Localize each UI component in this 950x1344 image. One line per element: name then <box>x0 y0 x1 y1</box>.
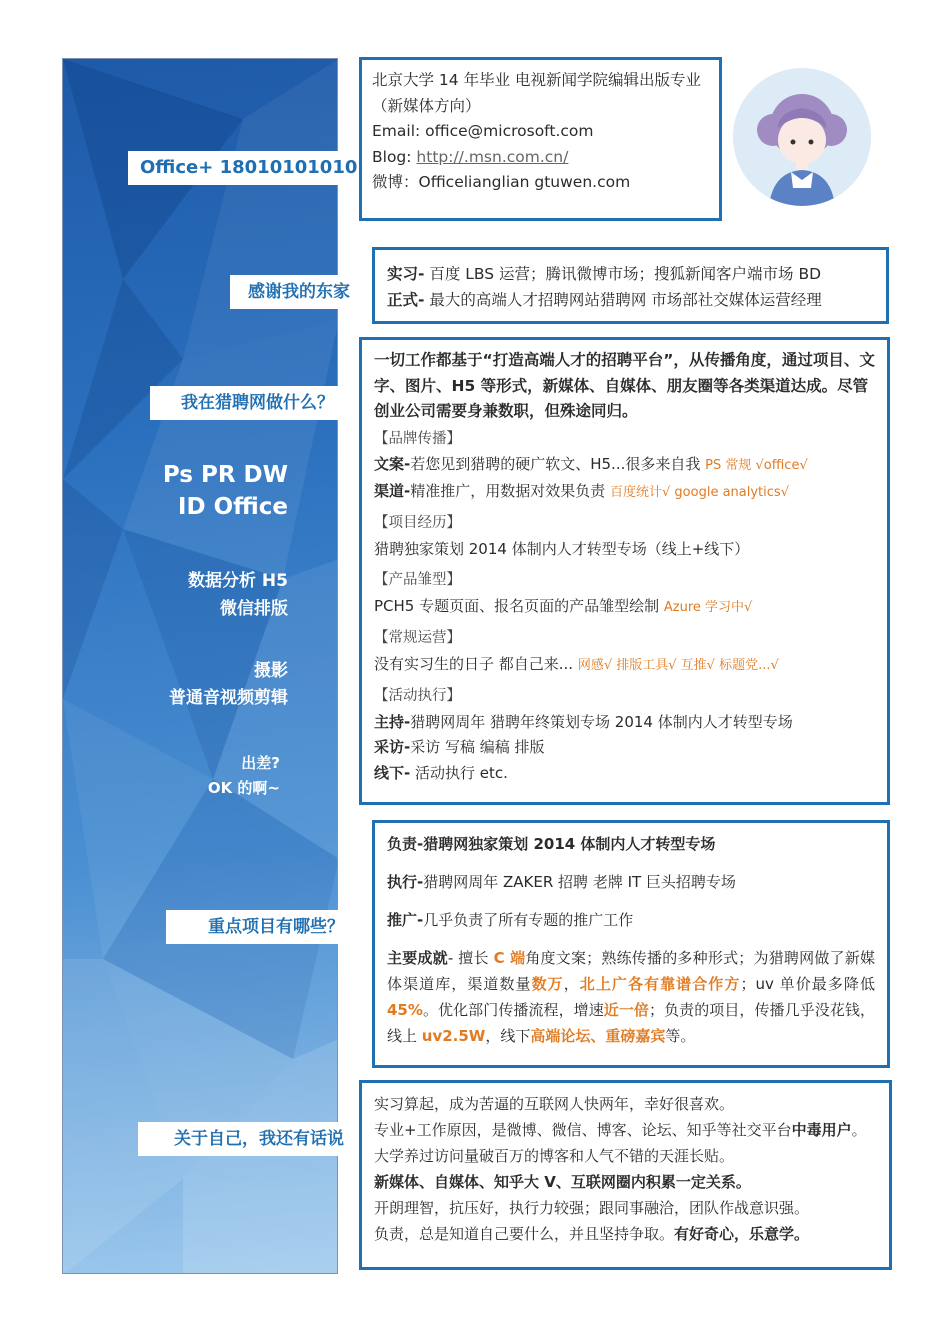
about-p5-text: 负责，总是知道自己要什么，并且坚持争取。 <box>374 1225 675 1243</box>
work-box <box>359 337 890 805</box>
about-p5 <box>374 1221 877 1247</box>
copy-line <box>374 452 875 479</box>
skills-video: 普通音视频剪辑 <box>169 688 288 708</box>
intern-line <box>387 262 874 288</box>
fulltime-line <box>387 288 874 314</box>
host-text: 猎聘网周年 猎聘年终策划专场 2014 体制内人才转型专场 <box>410 712 793 731</box>
work-intro: 一切工作都基于“打造高端人才的招聘平台”，从传播角度，通过项目、文字、图片、H5 等形式，新媒体、自媒体、朋友圈等各类渠道达成。尽管创业公司需要身兼数职，但殊途同归。 <box>374 351 875 420</box>
phone-tag: Office+ 18010101010 <box>128 151 356 185</box>
brand-section-title: 【品牌传播】 <box>374 430 461 447</box>
about-tag: 关于自己，我还有话说 <box>138 1122 356 1156</box>
ach-highlight-5: 近一倍 <box>603 1001 650 1019</box>
fulltime-text: 最大的高端人才招聘网站猎聘网 市场部社交媒体运营经理 <box>424 290 822 309</box>
skills-travel: 出差? <box>241 754 280 772</box>
channel-tools: 百度统计√ google analytics√ <box>610 484 789 500</box>
about-p5-highlight: 有好奇心，乐意学。 <box>674 1225 810 1243</box>
about-p2-text: 专业+工作原因，是微博、微信、博客、论坛、知乎等社交平台 <box>374 1121 792 1139</box>
copy-label: 文案- <box>374 455 411 473</box>
employers-box <box>372 247 889 324</box>
host-label: 主持- <box>374 712 411 731</box>
about-p3: 新媒体、自媒体、知乎大 V、互联网圈内积累一定关系。 <box>374 1173 751 1191</box>
product-section-title: 【产品雏型】 <box>374 572 461 588</box>
ach-text-1: - 擅长 <box>447 949 494 967</box>
ach-text-2: 角度文案；熟练传播的多种形式；为猎聘网做了新媒体渠道库，渠道数量 <box>387 949 875 993</box>
about-p2-highlight: 中毒用户 <box>791 1121 852 1139</box>
ach-text-5: 。优化部门传播流程，增速 <box>422 1001 604 1019</box>
ops-tools: 网感√ 排版工具√ 互推√ 标题党...√ <box>577 657 779 673</box>
about-p2 <box>374 1117 877 1169</box>
skills-data: 数据分析 H5 <box>188 571 288 591</box>
channel-text: 精准推广，用数据对效果负责 <box>410 481 611 500</box>
ach-highlight-3: 北上广各有靠谱合作方 <box>579 975 741 993</box>
project-section-title: 【项目经历】 <box>374 515 461 531</box>
ops-line <box>374 652 875 679</box>
blog-link[interactable]: http://.msn.com.cn/ <box>416 147 569 166</box>
skills-software-1: Ps PR DW <box>162 462 288 488</box>
contact-box <box>359 57 722 221</box>
ach-text-3: ， <box>563 975 580 993</box>
host-line <box>374 710 875 736</box>
intern-text: 百度 LBS 运营；腾讯微博市场；搜狐新闻客户端市场 BD <box>424 265 822 283</box>
skills-ok: OK 的啊~ <box>207 779 280 797</box>
ach-highlight-4: 45% <box>387 1001 423 1019</box>
weibo-text: 微博：Officelianglian gtuwen.com <box>372 173 631 191</box>
interview-line <box>374 735 875 761</box>
offline-line <box>374 761 875 787</box>
copy-tools: PS 常规 √office√ <box>705 458 808 473</box>
skills-photo: 摄影 <box>254 661 288 681</box>
ach-text-6: ；负责的项目，传播几乎没花钱，线上 <box>387 1001 875 1045</box>
ach-highlight-6: uv2.5W <box>421 1027 486 1045</box>
about-p1: 实习算起，成为苦逼的互联网人快两年，幸好很喜欢。 <box>374 1095 735 1113</box>
about-p2-rest: 。大学养过访问量破百万的博客和人气不错的天涯长贴。 <box>374 1121 867 1165</box>
email-text: Email: office@microsoft.com <box>372 122 594 140</box>
promo-text: 几乎负责了所有专题的推广工作 <box>423 911 634 929</box>
copy-text: 若您见到猎聘的硬广软文、H5...很多来自我 <box>410 455 706 473</box>
employers-tag: 感谢我的东家 <box>230 275 368 309</box>
ach-highlight-1: C 端 <box>493 949 526 967</box>
event-section-title: 【活动执行】 <box>374 688 461 704</box>
project-text: 猎聘独家策划 2014 体制内人才转型专场（线上+线下） <box>374 539 750 558</box>
exec-text: 猎聘网周年 ZAKER 招聘 老牌 IT 巨头招聘专场 <box>423 873 736 891</box>
interview-label: 采访- <box>374 738 411 756</box>
intern-label: 实习- <box>387 265 425 283</box>
product-text: PCH5 专题页面、报名页面的产品雏型绘制 <box>374 596 664 615</box>
ach-text-8: 等。 <box>665 1027 696 1045</box>
promo-line <box>387 907 875 933</box>
ops-section-title: 【常规运营】 <box>374 630 461 646</box>
skills-software-2: ID Office <box>177 494 288 520</box>
product-tools: Azure 学习中√ <box>663 599 753 615</box>
product-line <box>374 594 875 621</box>
work-tag: 我在猎聘网做什么？ <box>150 386 346 420</box>
achievement-paragraph <box>387 945 875 1049</box>
fulltime-label: 正式- <box>387 290 425 309</box>
ops-text: 没有实习生的日子 都自己来... <box>374 654 578 673</box>
skills-wechat: 微信排版 <box>220 599 288 619</box>
ach-text-4: ；uv 单价最多降低 <box>740 975 875 993</box>
achievement-label: 主要成就 <box>387 949 448 967</box>
blog-line <box>372 145 709 171</box>
ach-highlight-2: 数万 <box>531 975 564 993</box>
channel-label: 渠道- <box>374 481 411 500</box>
about-box <box>359 1080 892 1270</box>
avatar-illustration-icon <box>733 68 871 206</box>
projects-tag: 重点项目有哪些？ <box>166 910 356 944</box>
education-text: 北京大学 14 年毕业 电视新闻学院编辑出版专业（新媒体方向） <box>372 71 702 115</box>
projects-box <box>372 820 890 1068</box>
blog-label: Blog: <box>372 147 417 166</box>
exec-line <box>387 869 875 895</box>
ach-highlight-7: 高端论坛、重磅嘉宾 <box>530 1027 666 1045</box>
project-lead: 负责-猎聘网独家策划 2014 体制内人才转型专场 <box>387 835 716 853</box>
offline-text: 活动执行 etc. <box>410 763 508 782</box>
ach-text-7: ，线下 <box>485 1027 531 1045</box>
offline-label: 线下- <box>374 763 411 782</box>
avatar <box>733 68 871 206</box>
channel-line <box>374 479 875 506</box>
exec-label: 执行- <box>387 873 424 891</box>
about-p4: 开朗理智，抗压好，执行力较强；跟同事融洽，团队作战意识强。 <box>374 1199 810 1217</box>
promo-label: 推广- <box>387 911 424 929</box>
interview-text: 采访 写稿 编稿 排版 <box>410 738 545 756</box>
